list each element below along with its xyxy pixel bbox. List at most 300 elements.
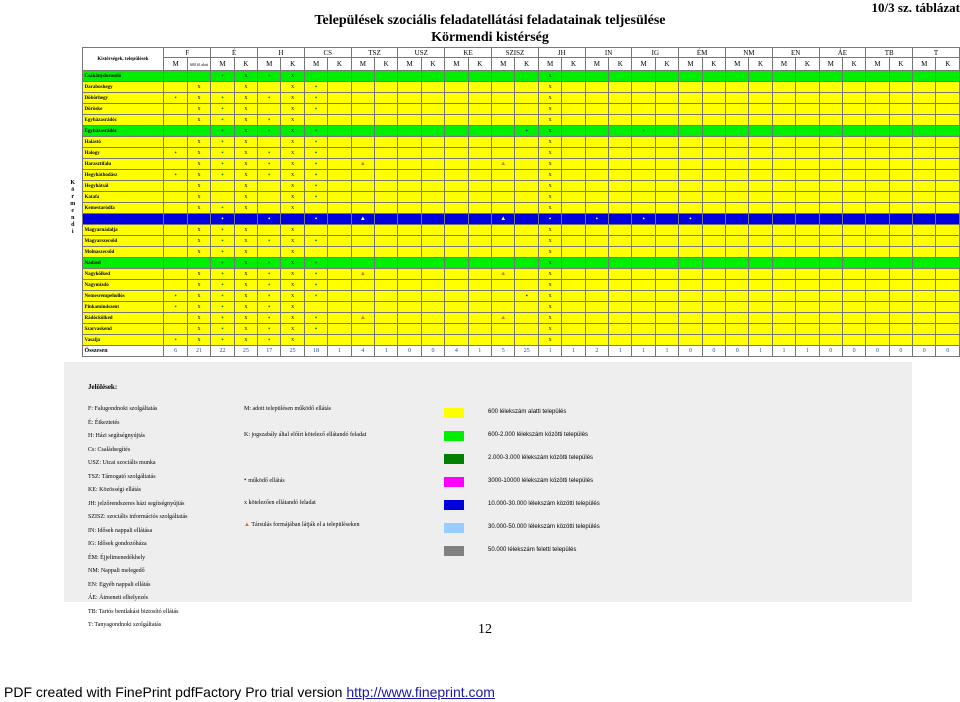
table-cell xyxy=(889,313,912,324)
table-cell xyxy=(609,115,632,126)
legend-abbreviation: T: Tanyagondnoki szolgáltatás xyxy=(88,622,162,628)
table-cell xyxy=(258,236,281,247)
table-cell xyxy=(258,148,281,159)
table-cell xyxy=(842,214,865,225)
settlement-name: Magyarnádalja xyxy=(82,225,164,236)
group-header: TB xyxy=(866,48,913,58)
table-cell xyxy=(655,137,678,148)
table-cell xyxy=(375,137,398,148)
sum-value: 1 xyxy=(609,346,632,357)
operating-service-dot: • xyxy=(221,171,224,179)
table-cell xyxy=(351,269,374,280)
operating-service-dot: • xyxy=(174,149,177,157)
table-cell xyxy=(538,269,561,280)
table-cell xyxy=(819,126,842,137)
table-cell xyxy=(187,214,210,225)
operating-service-dot: • xyxy=(314,171,318,179)
table-cell xyxy=(726,115,749,126)
table-cell xyxy=(796,225,819,236)
table-cell xyxy=(726,170,749,181)
sum-value: 0 xyxy=(819,346,842,357)
table-cell xyxy=(562,225,585,236)
table-cell xyxy=(351,280,374,291)
table-cell xyxy=(234,159,257,170)
table-cell xyxy=(866,258,889,269)
table-cell xyxy=(913,302,936,313)
table-cell xyxy=(445,148,468,159)
table-row xyxy=(64,335,960,346)
sum-value: 0 xyxy=(679,346,702,357)
mandatory-mark: x xyxy=(548,73,552,79)
settlement-name: Csákánydoroszló xyxy=(82,71,164,82)
pdf-footer xyxy=(4,684,495,700)
operating-service-dot: • xyxy=(268,149,271,157)
table-cell xyxy=(702,192,725,203)
table-cell xyxy=(936,115,960,126)
table-row xyxy=(64,236,960,247)
table-cell xyxy=(281,302,304,313)
table-cell xyxy=(726,291,749,302)
sum-value: 1 xyxy=(562,346,585,357)
table-cell xyxy=(913,104,936,115)
table-cell xyxy=(304,93,327,104)
table-cell xyxy=(445,247,468,258)
table-cell xyxy=(515,104,538,115)
mandatory-mark: x xyxy=(244,128,248,134)
size-label: 3000-10000 lélekszám közötti település xyxy=(488,478,594,484)
legend-abbreviation: SZISZ: szociális információs szolgáltatás xyxy=(88,514,188,520)
table-cell xyxy=(164,104,187,115)
table-cell xyxy=(726,225,749,236)
size-label: 10.000-30.000 lélekszám közötti település xyxy=(488,501,600,507)
table-cell xyxy=(819,82,842,93)
table-cell xyxy=(328,302,351,313)
table-cell xyxy=(842,269,865,280)
table-cell xyxy=(679,225,702,236)
mandatory-mark: x xyxy=(197,326,201,332)
mandatory-mark: x xyxy=(244,150,248,156)
table-cell xyxy=(538,324,561,335)
table-cell xyxy=(913,192,936,203)
table-cell xyxy=(281,324,304,335)
size-label: 2.000-3.000 lélekszám közötti település xyxy=(488,455,594,461)
table-cell xyxy=(398,126,421,137)
table-cell xyxy=(866,71,889,82)
sub-header: K xyxy=(936,58,960,71)
table-cell xyxy=(515,324,538,335)
table-cell xyxy=(585,302,608,313)
table-cell xyxy=(375,82,398,93)
table-cell xyxy=(796,324,819,335)
table-cell xyxy=(866,170,889,181)
table-cell xyxy=(889,104,912,115)
table-cell xyxy=(749,104,772,115)
operating-service-dot-icon: • xyxy=(244,476,249,484)
mandatory-mark: x xyxy=(291,315,295,321)
sub-header: M xyxy=(164,58,187,71)
table-cell xyxy=(819,291,842,302)
table-cell xyxy=(351,104,374,115)
table-cell xyxy=(702,247,725,258)
table-cell xyxy=(515,214,538,225)
operating-service-dot: • xyxy=(174,303,177,311)
table-cell xyxy=(819,280,842,291)
table-cell xyxy=(538,291,561,302)
table-cell xyxy=(749,280,772,291)
table-cell xyxy=(562,258,585,269)
table-cell xyxy=(328,104,351,115)
table-cell xyxy=(351,203,374,214)
table-cell xyxy=(749,82,772,93)
table-cell xyxy=(562,269,585,280)
table-cell xyxy=(421,137,444,148)
operating-service-dot: • xyxy=(221,259,224,267)
table-cell xyxy=(375,203,398,214)
table-cell xyxy=(866,225,889,236)
table-cell xyxy=(913,126,936,137)
table-cell xyxy=(842,181,865,192)
legend-abbreviation: EN: Egyéb nappali ellátás xyxy=(88,581,151,588)
table-cell xyxy=(445,170,468,181)
table-cell xyxy=(468,192,491,203)
mandatory-mark: x xyxy=(197,84,201,90)
table-cell xyxy=(913,159,936,170)
table-cell xyxy=(655,82,678,93)
mandatory-mark: x xyxy=(244,326,248,332)
mandatory-mark: x xyxy=(548,183,552,189)
table-row xyxy=(64,203,960,214)
sum-value: 0 xyxy=(726,346,749,357)
table-cell xyxy=(819,181,842,192)
table-cell xyxy=(726,280,749,291)
table-cell xyxy=(351,302,374,313)
table-cell xyxy=(819,269,842,280)
table-cell xyxy=(702,115,725,126)
legend-abbreviation: ÁE: Átmeneti elhelyezés xyxy=(88,595,148,601)
table-cell xyxy=(913,203,936,214)
table-cell xyxy=(304,115,327,126)
table-cell xyxy=(258,258,281,269)
operating-service-dot: • xyxy=(174,292,177,300)
region-side-label: K ö r m e n d i xyxy=(64,71,82,346)
table-cell xyxy=(796,214,819,225)
table-cell xyxy=(889,258,912,269)
table-cell xyxy=(538,236,561,247)
sum-value: 0 xyxy=(913,346,936,357)
table-cell xyxy=(515,170,538,181)
mandatory-mark: x xyxy=(548,139,552,145)
sum-value: 0 xyxy=(398,346,421,357)
table-cell xyxy=(187,104,210,115)
table-cell xyxy=(585,181,608,192)
table-cell xyxy=(445,181,468,192)
table-cell xyxy=(421,82,444,93)
mandatory-mark: x xyxy=(291,227,295,233)
mandatory-mark: x xyxy=(291,95,295,101)
table-cell xyxy=(281,258,304,269)
table-cell xyxy=(211,104,234,115)
table-cell xyxy=(842,291,865,302)
table-cell xyxy=(164,115,187,126)
sub-header: K xyxy=(702,58,725,71)
table-cell xyxy=(187,225,210,236)
table-cell xyxy=(187,203,210,214)
table-cell xyxy=(421,324,444,335)
group-header: H xyxy=(258,48,305,58)
table-cell xyxy=(258,313,281,324)
table-cell xyxy=(632,225,655,236)
table-cell xyxy=(351,225,374,236)
mandatory-mark: x xyxy=(291,139,295,145)
table-cell xyxy=(702,269,725,280)
table-cell xyxy=(328,280,351,291)
table-cell xyxy=(468,104,491,115)
table-cell xyxy=(585,159,608,170)
table-cell xyxy=(679,324,702,335)
operating-service-dot: • xyxy=(221,303,224,311)
operating-service-dot: • xyxy=(221,237,224,245)
table-cell xyxy=(491,225,515,236)
table-cell xyxy=(632,203,655,214)
group-header: SZISZ xyxy=(491,48,538,58)
table-cell xyxy=(328,71,351,82)
legend-abbreviation: IN: Idősek nappali ellátása xyxy=(88,527,153,534)
table-cell xyxy=(468,82,491,93)
table-cell xyxy=(491,159,515,170)
table-cell xyxy=(913,214,936,225)
table-row xyxy=(64,269,960,280)
table-cell xyxy=(398,280,421,291)
table-cell xyxy=(515,115,538,126)
sum-value: 1 xyxy=(375,346,398,357)
table-cell xyxy=(211,192,234,203)
table-cell xyxy=(375,302,398,313)
table-cell xyxy=(562,291,585,302)
table-cell xyxy=(866,214,889,225)
sub-header: M xyxy=(538,58,561,71)
table-cell xyxy=(842,313,865,324)
sum-value: 1 xyxy=(796,346,819,357)
table-cell xyxy=(445,82,468,93)
table-cell xyxy=(866,148,889,159)
table-cell xyxy=(304,71,327,82)
mandatory-mark: x xyxy=(291,128,295,134)
table-cell xyxy=(164,71,187,82)
table-cell xyxy=(491,126,515,137)
table-cell xyxy=(258,225,281,236)
sum-value: 18 xyxy=(304,346,327,357)
sub-header: K xyxy=(281,58,304,71)
table-cell xyxy=(281,104,304,115)
table-cell xyxy=(211,93,234,104)
settlement-name: Egyházasrádóc xyxy=(82,115,164,126)
mandatory-mark: x xyxy=(244,282,248,288)
table-cell xyxy=(562,324,585,335)
mandatory-mark: x xyxy=(548,337,552,343)
table-cell xyxy=(796,291,819,302)
table-cell xyxy=(187,236,210,247)
footer-link[interactable]: http://www.fineprint.com xyxy=(346,684,495,700)
operating-service-dot: • xyxy=(689,215,692,223)
table-cell xyxy=(562,181,585,192)
table-cell xyxy=(538,203,561,214)
table-cell xyxy=(421,115,444,126)
table-cell xyxy=(304,324,327,335)
table-cell xyxy=(164,192,187,203)
table-cell xyxy=(679,258,702,269)
table-cell xyxy=(609,104,632,115)
table-cell xyxy=(796,104,819,115)
table-cell xyxy=(211,324,234,335)
table-cell xyxy=(702,93,725,104)
table-row xyxy=(64,302,960,313)
table-cell xyxy=(936,104,960,115)
table-cell xyxy=(164,203,187,214)
table-cell xyxy=(234,280,257,291)
table-cell xyxy=(819,236,842,247)
table-cell xyxy=(819,104,842,115)
table-cell xyxy=(304,82,327,93)
table-cell xyxy=(936,335,960,346)
table-cell xyxy=(913,170,936,181)
sum-value: 0 xyxy=(702,346,725,357)
mandatory-mark: x xyxy=(197,183,201,189)
table-cell xyxy=(328,82,351,93)
table-cell xyxy=(258,126,281,137)
table-cell xyxy=(421,258,444,269)
table-cell xyxy=(234,214,257,225)
table-cell xyxy=(421,71,444,82)
table-cell xyxy=(398,335,421,346)
table-cell xyxy=(445,324,468,335)
table-cell xyxy=(819,214,842,225)
table-cell xyxy=(609,170,632,181)
table-cell xyxy=(187,324,210,335)
table-cell xyxy=(281,291,304,302)
table-cell xyxy=(913,93,936,104)
table-cell xyxy=(211,269,234,280)
table-cell xyxy=(211,236,234,247)
table-cell xyxy=(726,269,749,280)
table-cell xyxy=(796,148,819,159)
sub-header: K xyxy=(655,58,678,71)
table-cell xyxy=(609,148,632,159)
legend-mark: K: jogszabály által előírt kötelező ellátandó feladat xyxy=(244,432,367,438)
operating-service-dot: • xyxy=(221,204,224,212)
operating-service-dot: • xyxy=(221,149,224,157)
table-cell xyxy=(164,82,187,93)
table-cell xyxy=(913,225,936,236)
table-cell xyxy=(421,192,444,203)
table-cell xyxy=(913,71,936,82)
size-label: 600-2.000 lélekszám közötti település xyxy=(488,432,589,438)
table-cell xyxy=(491,335,515,346)
sum-value: 0 xyxy=(866,346,889,357)
table-cell xyxy=(421,126,444,137)
table-cell xyxy=(749,126,772,137)
table-cell xyxy=(796,159,819,170)
mandatory-mark: x xyxy=(244,84,248,90)
table-cell xyxy=(328,225,351,236)
sub-header: M xyxy=(726,58,749,71)
table-cell xyxy=(866,104,889,115)
table-cell xyxy=(515,302,538,313)
operating-service-dot: • xyxy=(268,325,271,333)
table-cell xyxy=(655,225,678,236)
table-cell xyxy=(585,115,608,126)
mandatory-mark: x xyxy=(548,282,552,288)
table-cell xyxy=(304,247,327,258)
table-cell xyxy=(796,93,819,104)
settlement-name: Szarvaskend xyxy=(82,324,164,335)
corner-label: Kistérségek, települések xyxy=(82,48,164,71)
sub-header: K xyxy=(796,58,819,71)
table-cell xyxy=(655,247,678,258)
mandatory-mark: x xyxy=(244,183,248,189)
table-cell xyxy=(187,159,210,170)
mandatory-mark: x xyxy=(244,139,248,145)
operating-service-dot: • xyxy=(221,226,224,234)
table-cell xyxy=(164,170,187,181)
table-cell xyxy=(187,291,210,302)
mandatory-mark: x xyxy=(291,326,295,332)
mandatory-mark: x xyxy=(197,282,201,288)
table-cell xyxy=(796,137,819,148)
mandatory-mark: x xyxy=(197,172,201,178)
table-cell xyxy=(632,93,655,104)
size-color-swatch xyxy=(444,454,464,464)
table-cell xyxy=(749,203,772,214)
table-cell xyxy=(796,313,819,324)
table-cell xyxy=(187,71,210,82)
table-cell xyxy=(866,302,889,313)
table-cell xyxy=(889,225,912,236)
sum-value: 21 xyxy=(187,346,210,357)
table-cell xyxy=(375,148,398,159)
operating-service-dot: • xyxy=(268,259,271,267)
mandatory-mark: x xyxy=(291,282,295,288)
table-cell xyxy=(445,115,468,126)
table-cell xyxy=(772,203,795,214)
table-cell xyxy=(421,148,444,159)
table-cell xyxy=(655,192,678,203)
table-cell xyxy=(468,236,491,247)
table-cell xyxy=(796,192,819,203)
table-cell xyxy=(445,236,468,247)
operating-service-dot: • xyxy=(221,314,224,322)
table-cell xyxy=(398,71,421,82)
table-cell xyxy=(702,236,725,247)
table-cell xyxy=(328,137,351,148)
table-cell xyxy=(234,104,257,115)
table-cell xyxy=(796,71,819,82)
table-row xyxy=(64,313,960,324)
legend-title: Jelölések: xyxy=(88,383,118,391)
table-cell xyxy=(375,335,398,346)
table-cell xyxy=(889,302,912,313)
operating-service-dot: • xyxy=(314,94,318,102)
table-cell xyxy=(562,159,585,170)
settlement-name: Hegyhátsál xyxy=(82,181,164,192)
table-cell xyxy=(679,335,702,346)
table-cell xyxy=(445,93,468,104)
table-cell xyxy=(515,225,538,236)
mandatory-mark: x xyxy=(548,249,552,255)
settlement-name: Egyházasrádóc xyxy=(82,126,164,137)
table-cell xyxy=(468,302,491,313)
table-cell xyxy=(609,214,632,225)
table-cell xyxy=(585,192,608,203)
